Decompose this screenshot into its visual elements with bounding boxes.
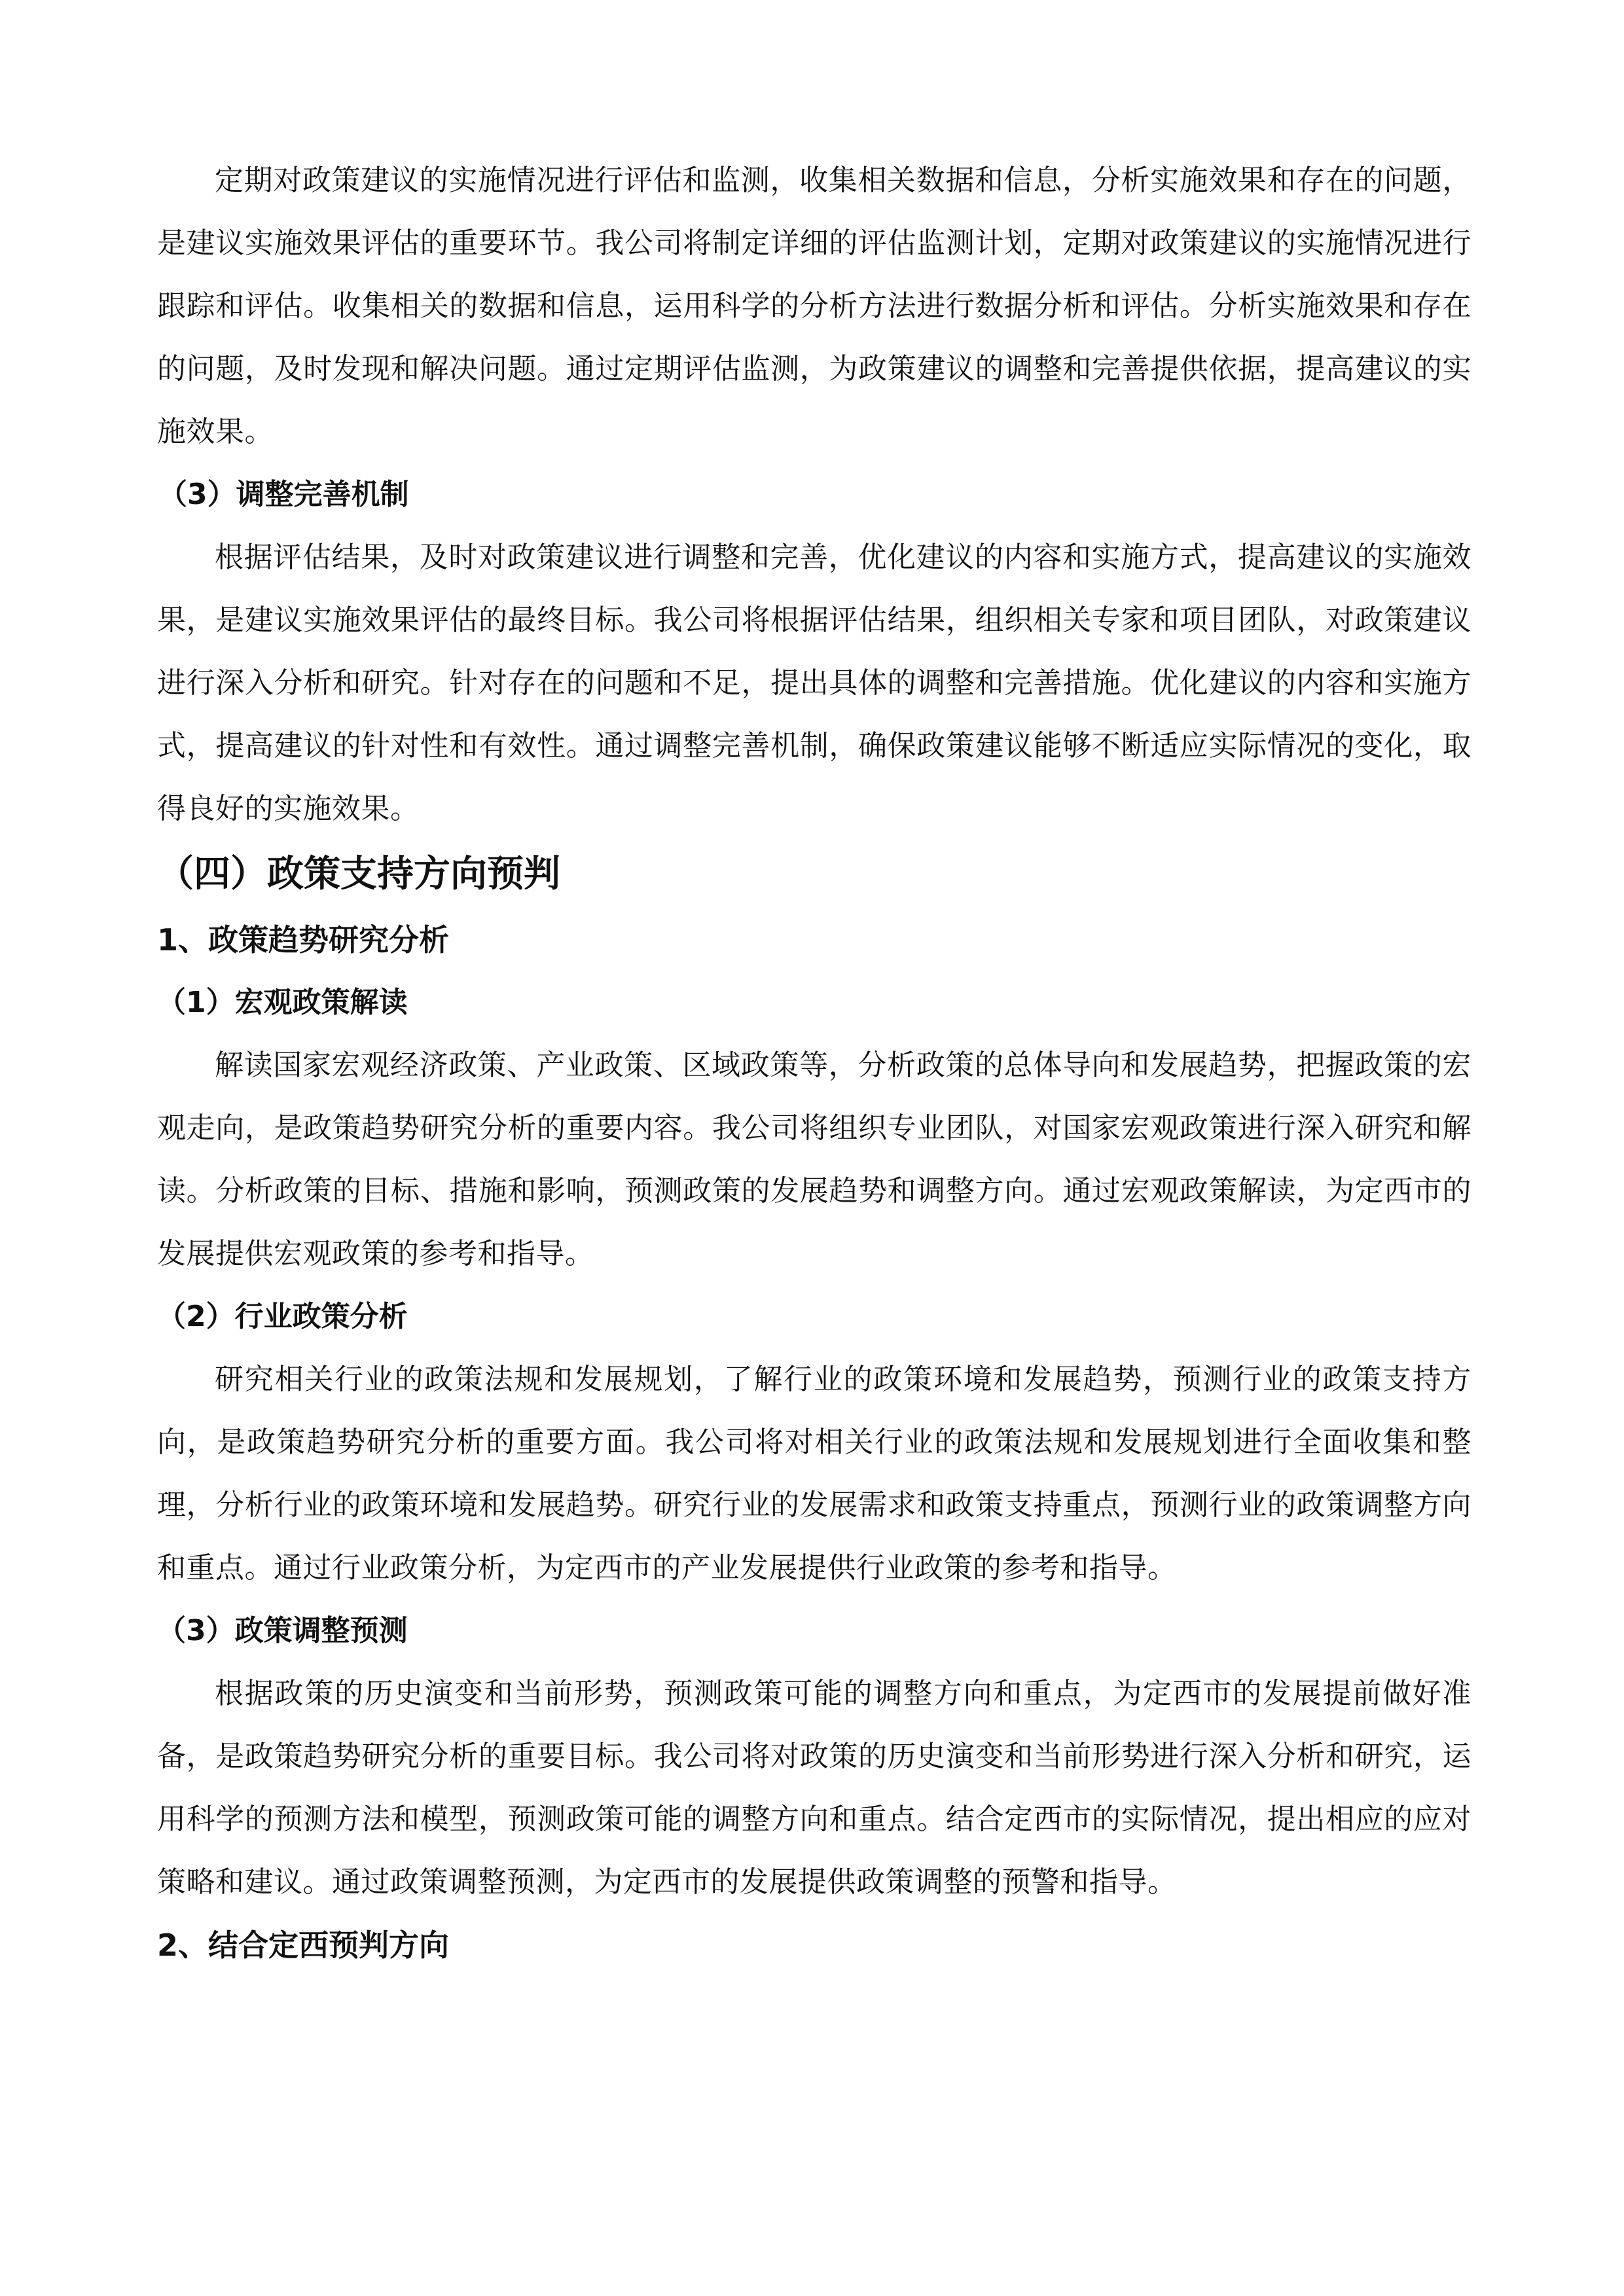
subheading-macro-policy: （1）宏观政策解读 bbox=[157, 986, 408, 1019]
heading-policy-trend-research: 1、政策趋势研究分析 bbox=[157, 922, 450, 958]
document-page bbox=[157, 149, 1471, 1977]
subheading-industry-policy: （2）行业政策分析 bbox=[157, 1300, 408, 1333]
paragraph-adjustment-mechanism: 根据评估结果，及时对政策建议进行调整和完善，优化建议的内容和实施方式，提高建议的实施效果，是建议实施效果评估的最终目标。我公司将根据评估结果，组织相关专家和项目团队，对政策建议进行深入分析和研究。针对存在的问题和不足，提出具体的调整和完善措施。优化建议的内容和实施方式，提高建议的针对性和有效性。通过调整完善机制，确保政策建议能够不断适应实际情况的变化，取得良好的实施效果。 bbox=[157, 541, 1471, 825]
section-heading-policy-support-forecast: （四）政策支持方向预判 bbox=[157, 853, 560, 895]
paragraph-industry-policy: 研究相关行业的政策法规和发展规划，了解行业的政策环境和发展趋势，预测行业的政策支持方向，是政策趋势研究分析的重要方面。我公司将对相关行业的政策法规和发展规划进行全面收集和整理，分析行业的政策环境和发展趋势。研究行业的发展需求和政策支持重点，预测行业的政策调整方向和重点。通过行业政策分析，为定西市的产业发展提供行业政策的参考和指导。 bbox=[157, 1363, 1471, 1585]
subheading-policy-forecast: （3）政策调整预测 bbox=[157, 1614, 408, 1647]
heading-dingxi-direction: 2、结合定西预判方向 bbox=[157, 1928, 450, 1963]
paragraph-macro-policy: 解读国家宏观经济政策、产业政策、区域政策等，分析政策的总体导向和发展趋势，把握政策的宏观走向，是政策趋势研究分析的重要内容。我公司将组织专业团队，对国家宏观政策进行深入研究和解读。分析政策的目标、措施和影响，预测政策的发展趋势和调整方向。通过宏观政策解读，为定西市的发展提供宏观政策的参考和指导。 bbox=[157, 1049, 1471, 1270]
paragraph-evaluation-monitoring: 定期对政策建议的实施情况进行评估和监测，收集相关数据和信息，分析实施效果和存在的问题，是建议实施效果评估的重要环节。我公司将制定详细的评估监测计划，定期对政策建议的实施情况进行跟踪和评估。收集相关的数据和信息，运用科学的分析方法进行数据分析和评估。分析实施效果和存在的问题，及时发现和解决问题。通过定期评估监测，为政策建议的调整和完善提供依据，提高建议的实施效果。 bbox=[157, 164, 1471, 448]
subheading-adjustment-mechanism: （3）调整完善机制 bbox=[158, 478, 409, 511]
paragraph-policy-forecast: 根据政策的历史演变和当前形势，预测政策可能的调整方向和重点，为定西市的发展提前做好准备，是政策趋势研究分析的重要目标。我公司将对政策的历史演变和当前形势进行深入分析和研究，运用科学的预测方法和模型，预测政策可能的调整方向和重点。结合定西市的实际情况，提出相应的应对策略和建议。通过政策调整预测，为定西市的发展提供政策调整的预警和指导。 bbox=[157, 1677, 1471, 1899]
